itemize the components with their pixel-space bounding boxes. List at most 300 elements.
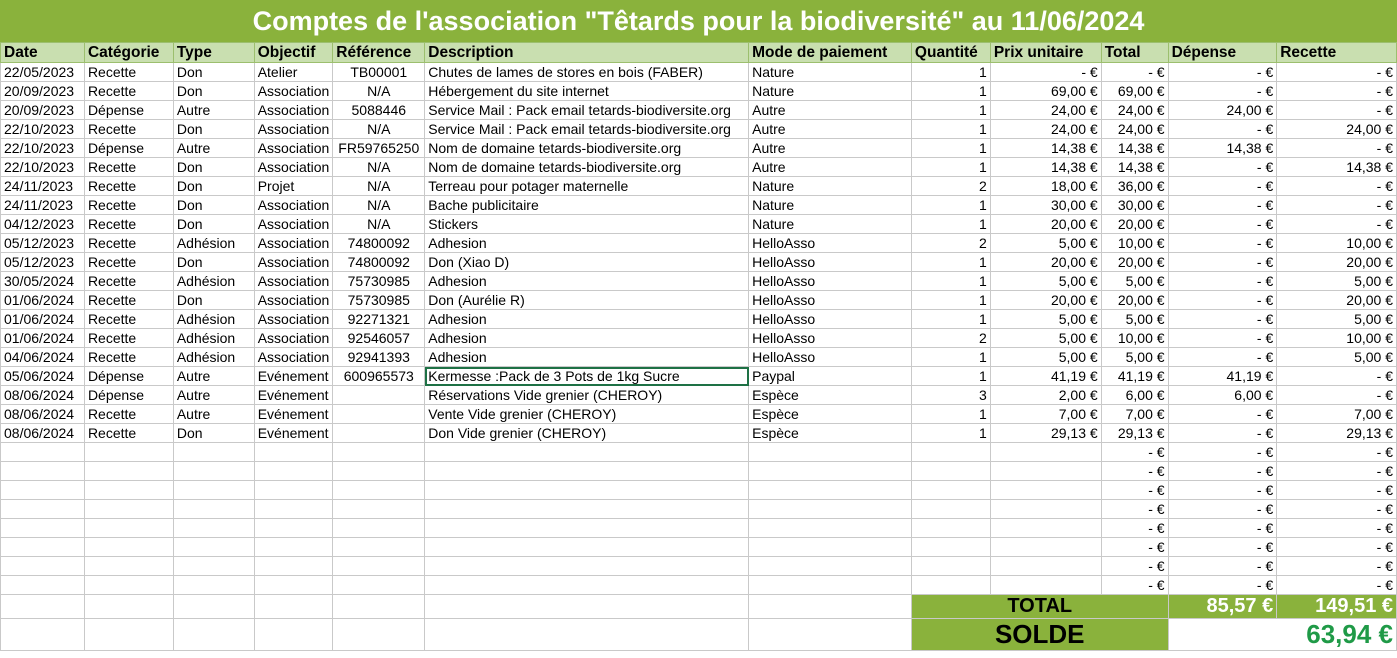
table-cell[interactable]: 10,00 €: [1277, 329, 1397, 348]
table-cell[interactable]: FR59765250: [333, 139, 425, 158]
table-cell[interactable]: 10,00 €: [1101, 329, 1168, 348]
table-cell[interactable]: [173, 557, 254, 576]
table-cell[interactable]: [425, 443, 749, 462]
table-cell[interactable]: 5,00 €: [990, 310, 1101, 329]
total-label[interactable]: TOTAL: [911, 595, 1168, 619]
table-cell[interactable]: - €: [1101, 63, 1168, 82]
column-header[interactable]: Recette: [1277, 43, 1397, 63]
solde-label[interactable]: SOLDE: [911, 619, 1168, 651]
table-cell[interactable]: [173, 500, 254, 519]
table-cell[interactable]: [333, 538, 425, 557]
table-cell[interactable]: - €: [1168, 158, 1277, 177]
table-cell[interactable]: [333, 386, 425, 405]
table-cell[interactable]: N/A: [333, 196, 425, 215]
table-cell[interactable]: Association: [254, 253, 333, 272]
table-cell[interactable]: 22/10/2023: [1, 139, 85, 158]
empty-cell[interactable]: [173, 619, 254, 651]
table-cell[interactable]: Evénement: [254, 405, 333, 424]
table-cell[interactable]: [425, 519, 749, 538]
table-cell[interactable]: [84, 576, 173, 595]
table-cell[interactable]: [173, 462, 254, 481]
table-cell[interactable]: [254, 557, 333, 576]
table-cell[interactable]: Association: [254, 101, 333, 120]
table-cell[interactable]: - €: [1168, 196, 1277, 215]
table-cell[interactable]: 20,00 €: [990, 253, 1101, 272]
table-cell[interactable]: 5,00 €: [990, 348, 1101, 367]
table-cell[interactable]: - €: [1277, 481, 1397, 500]
table-cell[interactable]: 08/06/2024: [1, 405, 85, 424]
table-cell[interactable]: [84, 443, 173, 462]
table-cell[interactable]: - €: [1168, 519, 1277, 538]
table-cell[interactable]: Evénement: [254, 367, 333, 386]
table-cell[interactable]: HelloAsso: [749, 329, 912, 348]
table-cell[interactable]: 20,00 €: [1101, 215, 1168, 234]
table-cell[interactable]: Autre: [749, 139, 912, 158]
table-cell[interactable]: [990, 538, 1101, 557]
solde-value[interactable]: 63,94 €: [1168, 619, 1396, 651]
table-cell[interactable]: Association: [254, 196, 333, 215]
column-header[interactable]: Type: [173, 43, 254, 63]
table-cell[interactable]: 600965573: [333, 367, 425, 386]
empty-cell[interactable]: [84, 595, 173, 619]
table-cell[interactable]: - €: [1168, 329, 1277, 348]
table-cell[interactable]: 14,38 €: [1277, 158, 1397, 177]
table-cell[interactable]: - €: [1277, 139, 1397, 158]
table-cell[interactable]: Réservations Vide grenier (CHEROY): [425, 386, 749, 405]
table-cell[interactable]: - €: [1168, 291, 1277, 310]
table-cell[interactable]: [173, 481, 254, 500]
table-cell[interactable]: Association: [254, 139, 333, 158]
table-cell[interactable]: Nature: [749, 82, 912, 101]
table-cell[interactable]: [749, 538, 912, 557]
table-cell[interactable]: - €: [1101, 538, 1168, 557]
table-cell[interactable]: 22/10/2023: [1, 158, 85, 177]
table-cell[interactable]: 24/11/2023: [1, 177, 85, 196]
table-cell[interactable]: 08/06/2024: [1, 386, 85, 405]
table-cell[interactable]: 14,38 €: [990, 139, 1101, 158]
table-cell[interactable]: 75730985: [333, 291, 425, 310]
column-header[interactable]: Date: [1, 43, 85, 63]
table-cell[interactable]: [990, 443, 1101, 462]
table-cell[interactable]: Dépense: [84, 386, 173, 405]
table-cell[interactable]: [84, 519, 173, 538]
table-cell[interactable]: Adhesion: [425, 348, 749, 367]
table-cell[interactable]: [173, 443, 254, 462]
table-cell[interactable]: 7,00 €: [1277, 405, 1397, 424]
table-cell[interactable]: [84, 481, 173, 500]
table-cell[interactable]: 41,19 €: [990, 367, 1101, 386]
table-cell[interactable]: - €: [1277, 500, 1397, 519]
table-cell[interactable]: Adhesion: [425, 272, 749, 291]
table-cell[interactable]: Autre: [173, 405, 254, 424]
table-cell[interactable]: Recette: [84, 348, 173, 367]
table-cell[interactable]: Association: [254, 82, 333, 101]
table-cell[interactable]: Atelier: [254, 63, 333, 82]
table-cell[interactable]: Recette: [84, 120, 173, 139]
table-cell[interactable]: Recette: [84, 253, 173, 272]
table-cell[interactable]: 5088446: [333, 101, 425, 120]
table-cell[interactable]: 24,00 €: [1277, 120, 1397, 139]
table-cell[interactable]: Paypal: [749, 367, 912, 386]
table-cell[interactable]: [333, 557, 425, 576]
table-cell[interactable]: 05/12/2023: [1, 253, 85, 272]
table-cell[interactable]: 2: [911, 329, 990, 348]
table-cell[interactable]: 14,38 €: [1168, 139, 1277, 158]
table-cell[interactable]: 1: [911, 196, 990, 215]
table-cell[interactable]: - €: [1277, 101, 1397, 120]
table-cell[interactable]: 3: [911, 386, 990, 405]
table-cell[interactable]: - €: [1101, 481, 1168, 500]
table-cell[interactable]: 01/06/2024: [1, 291, 85, 310]
table-cell[interactable]: Recette: [84, 405, 173, 424]
table-cell[interactable]: [84, 538, 173, 557]
table-cell[interactable]: - €: [1168, 120, 1277, 139]
table-cell[interactable]: 10,00 €: [1101, 234, 1168, 253]
table-cell[interactable]: 20,00 €: [1277, 291, 1397, 310]
table-cell[interactable]: Adhésion: [173, 234, 254, 253]
table-cell[interactable]: - €: [1168, 462, 1277, 481]
table-cell[interactable]: 41,19 €: [1101, 367, 1168, 386]
table-cell[interactable]: [990, 500, 1101, 519]
table-cell[interactable]: 04/06/2024: [1, 348, 85, 367]
empty-cell[interactable]: [749, 595, 912, 619]
table-cell[interactable]: Dépense: [84, 139, 173, 158]
table-cell[interactable]: Espèce: [749, 405, 912, 424]
table-cell[interactable]: [254, 519, 333, 538]
table-cell[interactable]: [254, 462, 333, 481]
table-cell[interactable]: 30,00 €: [990, 196, 1101, 215]
table-cell[interactable]: N/A: [333, 158, 425, 177]
table-cell[interactable]: Recette: [84, 272, 173, 291]
empty-cell[interactable]: [333, 595, 425, 619]
table-cell[interactable]: 1: [911, 139, 990, 158]
table-cell[interactable]: 41,19 €: [1168, 367, 1277, 386]
table-cell[interactable]: [173, 538, 254, 557]
table-cell[interactable]: 20,00 €: [1101, 291, 1168, 310]
table-cell[interactable]: Recette: [84, 234, 173, 253]
table-cell[interactable]: [333, 519, 425, 538]
table-cell[interactable]: 10,00 €: [1277, 234, 1397, 253]
column-header[interactable]: Prix unitaire: [990, 43, 1101, 63]
table-cell[interactable]: Don Vide grenier (CHEROY): [425, 424, 749, 443]
table-cell[interactable]: [911, 500, 990, 519]
table-cell[interactable]: 20,00 €: [1101, 253, 1168, 272]
table-cell[interactable]: 22/05/2023: [1, 63, 85, 82]
table-cell[interactable]: [254, 576, 333, 595]
table-cell[interactable]: [749, 576, 912, 595]
table-cell[interactable]: - €: [1168, 424, 1277, 443]
table-cell[interactable]: 30/05/2024: [1, 272, 85, 291]
table-cell[interactable]: Autre: [749, 120, 912, 139]
table-cell[interactable]: Association: [254, 310, 333, 329]
table-cell[interactable]: Recette: [84, 291, 173, 310]
table-cell[interactable]: [173, 519, 254, 538]
table-cell[interactable]: [749, 500, 912, 519]
table-cell[interactable]: Don (Aurélie R): [425, 291, 749, 310]
table-cell[interactable]: 01/06/2024: [1, 310, 85, 329]
table-cell[interactable]: - €: [1168, 63, 1277, 82]
table-cell[interactable]: 7,00 €: [1101, 405, 1168, 424]
table-cell[interactable]: 24,00 €: [1101, 101, 1168, 120]
empty-cell[interactable]: [254, 595, 333, 619]
table-cell[interactable]: Association: [254, 329, 333, 348]
table-cell[interactable]: [254, 538, 333, 557]
table-cell[interactable]: 1: [911, 405, 990, 424]
table-cell[interactable]: - €: [1168, 538, 1277, 557]
table-cell[interactable]: 74800092: [333, 234, 425, 253]
column-header[interactable]: Objectif: [254, 43, 333, 63]
empty-cell[interactable]: [1, 619, 85, 651]
empty-cell[interactable]: [173, 595, 254, 619]
table-cell[interactable]: [254, 500, 333, 519]
table-cell[interactable]: [425, 557, 749, 576]
table-cell[interactable]: Nature: [749, 196, 912, 215]
table-cell[interactable]: Don: [173, 158, 254, 177]
table-cell[interactable]: 24/11/2023: [1, 196, 85, 215]
table-cell[interactable]: Projet: [254, 177, 333, 196]
table-cell[interactable]: Autre: [173, 101, 254, 120]
table-cell[interactable]: [749, 443, 912, 462]
table-cell[interactable]: [911, 443, 990, 462]
table-cell[interactable]: [990, 576, 1101, 595]
table-cell[interactable]: 29,13 €: [990, 424, 1101, 443]
empty-cell[interactable]: [425, 595, 749, 619]
table-cell[interactable]: Vente Vide grenier (CHEROY): [425, 405, 749, 424]
table-cell[interactable]: [333, 443, 425, 462]
table-cell[interactable]: 18,00 €: [990, 177, 1101, 196]
table-cell[interactable]: 92271321: [333, 310, 425, 329]
table-cell[interactable]: - €: [1168, 253, 1277, 272]
table-cell[interactable]: Chutes de lames de stores en bois (FABER): [425, 63, 749, 82]
table-cell[interactable]: Adhésion: [173, 329, 254, 348]
table-cell[interactable]: Autre: [749, 101, 912, 120]
table-cell[interactable]: 5,00 €: [990, 234, 1101, 253]
table-cell[interactable]: [1, 519, 85, 538]
table-cell[interactable]: [1, 500, 85, 519]
table-cell[interactable]: [1, 443, 85, 462]
empty-cell[interactable]: [1, 595, 85, 619]
table-cell[interactable]: 14,38 €: [990, 158, 1101, 177]
table-cell[interactable]: - €: [1168, 272, 1277, 291]
table-cell[interactable]: - €: [990, 63, 1101, 82]
table-cell[interactable]: [1, 481, 85, 500]
table-cell[interactable]: HelloAsso: [749, 234, 912, 253]
table-cell[interactable]: - €: [1168, 82, 1277, 101]
table-cell[interactable]: [84, 462, 173, 481]
table-cell[interactable]: Evénement: [254, 386, 333, 405]
table-cell[interactable]: 69,00 €: [990, 82, 1101, 101]
table-cell[interactable]: 29,13 €: [1101, 424, 1168, 443]
empty-cell[interactable]: [84, 619, 173, 651]
table-cell[interactable]: 1: [911, 291, 990, 310]
table-cell[interactable]: [425, 576, 749, 595]
table-cell[interactable]: 1: [911, 424, 990, 443]
table-cell[interactable]: Nature: [749, 215, 912, 234]
table-cell[interactable]: [254, 443, 333, 462]
total-depense[interactable]: 85,57 €: [1168, 595, 1277, 619]
column-header[interactable]: Catégorie: [84, 43, 173, 63]
column-header[interactable]: Référence: [333, 43, 425, 63]
table-cell[interactable]: 69,00 €: [1101, 82, 1168, 101]
table-cell[interactable]: [333, 576, 425, 595]
table-cell[interactable]: Autre: [173, 139, 254, 158]
table-cell[interactable]: Adhésion: [173, 272, 254, 291]
table-cell[interactable]: [333, 405, 425, 424]
table-cell[interactable]: Nom de domaine tetards-biodiversite.org: [425, 139, 749, 158]
table-cell[interactable]: N/A: [333, 215, 425, 234]
table-cell[interactable]: 5,00 €: [1101, 272, 1168, 291]
table-cell[interactable]: Don: [173, 63, 254, 82]
table-cell[interactable]: HelloAsso: [749, 253, 912, 272]
table-cell[interactable]: - €: [1101, 462, 1168, 481]
table-cell[interactable]: Service Mail : Pack email tetards-biodiversite.org: [425, 120, 749, 139]
table-cell[interactable]: 29,13 €: [1277, 424, 1397, 443]
table-cell[interactable]: 1: [911, 348, 990, 367]
table-cell[interactable]: Espèce: [749, 424, 912, 443]
table-cell[interactable]: - €: [1277, 443, 1397, 462]
table-cell[interactable]: 1: [911, 82, 990, 101]
table-cell[interactable]: Autre: [173, 367, 254, 386]
table-cell[interactable]: [1, 576, 85, 595]
table-cell[interactable]: Dépense: [84, 367, 173, 386]
table-cell[interactable]: [911, 462, 990, 481]
table-cell[interactable]: [333, 424, 425, 443]
table-cell[interactable]: - €: [1277, 367, 1397, 386]
table-cell[interactable]: Don: [173, 196, 254, 215]
column-header[interactable]: Description: [425, 43, 749, 63]
table-cell[interactable]: Recette: [84, 310, 173, 329]
table-cell[interactable]: [333, 500, 425, 519]
table-cell[interactable]: N/A: [333, 82, 425, 101]
table-cell[interactable]: [425, 500, 749, 519]
table-cell[interactable]: 22/10/2023: [1, 120, 85, 139]
table-cell[interactable]: [1, 538, 85, 557]
table-cell[interactable]: Don: [173, 291, 254, 310]
table-cell[interactable]: [254, 481, 333, 500]
table-cell[interactable]: [333, 462, 425, 481]
table-cell[interactable]: - €: [1168, 234, 1277, 253]
table-cell[interactable]: Recette: [84, 215, 173, 234]
table-cell[interactable]: [425, 538, 749, 557]
table-cell[interactable]: Adhesion: [425, 310, 749, 329]
table-cell[interactable]: Recette: [84, 424, 173, 443]
table-cell[interactable]: 24,00 €: [1101, 120, 1168, 139]
table-cell[interactable]: 24,00 €: [990, 101, 1101, 120]
empty-cell[interactable]: [749, 619, 912, 651]
table-cell[interactable]: - €: [1277, 215, 1397, 234]
table-cell[interactable]: Association: [254, 120, 333, 139]
table-cell[interactable]: Recette: [84, 196, 173, 215]
table-cell[interactable]: [990, 462, 1101, 481]
table-cell[interactable]: 1: [911, 101, 990, 120]
table-cell[interactable]: Association: [254, 291, 333, 310]
table-cell[interactable]: 05/12/2023: [1, 234, 85, 253]
table-cell[interactable]: 04/12/2023: [1, 215, 85, 234]
total-recette[interactable]: 149,51 €: [1277, 595, 1397, 619]
table-cell[interactable]: Bache publicitaire: [425, 196, 749, 215]
table-cell[interactable]: [911, 538, 990, 557]
table-cell[interactable]: [911, 576, 990, 595]
table-cell[interactable]: 24,00 €: [990, 120, 1101, 139]
table-cell[interactable]: Don: [173, 253, 254, 272]
empty-cell[interactable]: [333, 619, 425, 651]
table-cell[interactable]: 7,00 €: [990, 405, 1101, 424]
table-cell[interactable]: 2: [911, 177, 990, 196]
table-cell[interactable]: N/A: [333, 120, 425, 139]
table-cell[interactable]: - €: [1168, 215, 1277, 234]
table-cell[interactable]: Recette: [84, 329, 173, 348]
table-cell[interactable]: [84, 557, 173, 576]
table-cell[interactable]: Association: [254, 234, 333, 253]
table-cell[interactable]: 6,00 €: [1168, 386, 1277, 405]
table-cell[interactable]: - €: [1168, 557, 1277, 576]
table-cell[interactable]: 6,00 €: [1101, 386, 1168, 405]
column-header[interactable]: Total: [1101, 43, 1168, 63]
table-cell[interactable]: [911, 481, 990, 500]
table-cell[interactable]: Recette: [84, 177, 173, 196]
table-cell[interactable]: - €: [1101, 519, 1168, 538]
table-cell[interactable]: 5,00 €: [1277, 310, 1397, 329]
table-cell[interactable]: Stickers: [425, 215, 749, 234]
table-cell[interactable]: - €: [1101, 500, 1168, 519]
table-cell[interactable]: - €: [1168, 348, 1277, 367]
table-cell[interactable]: - €: [1168, 443, 1277, 462]
table-cell[interactable]: [911, 557, 990, 576]
table-cell[interactable]: 1: [911, 158, 990, 177]
table-cell[interactable]: - €: [1101, 576, 1168, 595]
table-cell[interactable]: 2,00 €: [990, 386, 1101, 405]
table-cell[interactable]: 24,00 €: [1168, 101, 1277, 120]
table-cell[interactable]: - €: [1277, 386, 1397, 405]
table-cell[interactable]: 20,00 €: [1277, 253, 1397, 272]
table-cell[interactable]: [1, 557, 85, 576]
table-cell[interactable]: - €: [1277, 557, 1397, 576]
table-cell[interactable]: Autre: [173, 386, 254, 405]
table-cell[interactable]: - €: [1277, 82, 1397, 101]
table-cell[interactable]: [990, 557, 1101, 576]
table-cell[interactable]: 74800092: [333, 253, 425, 272]
table-cell[interactable]: 20,00 €: [990, 291, 1101, 310]
table-cell[interactable]: - €: [1277, 63, 1397, 82]
table-cell[interactable]: 1: [911, 272, 990, 291]
table-cell[interactable]: 5,00 €: [1277, 348, 1397, 367]
table-cell[interactable]: 14,38 €: [1101, 158, 1168, 177]
table-cell[interactable]: Recette: [84, 63, 173, 82]
table-cell[interactable]: Don: [173, 215, 254, 234]
table-cell[interactable]: Espèce: [749, 386, 912, 405]
table-cell[interactable]: 1: [911, 120, 990, 139]
table-cell[interactable]: [749, 462, 912, 481]
table-cell[interactable]: Nom de domaine tetards-biodiversite.org: [425, 158, 749, 177]
table-cell[interactable]: [425, 462, 749, 481]
table-cell[interactable]: [749, 481, 912, 500]
table-cell[interactable]: Adhésion: [173, 310, 254, 329]
table-cell[interactable]: 05/06/2024: [1, 367, 85, 386]
table-cell[interactable]: 1: [911, 253, 990, 272]
table-cell[interactable]: N/A: [333, 177, 425, 196]
table-cell[interactable]: - €: [1277, 538, 1397, 557]
table-cell[interactable]: - €: [1277, 519, 1397, 538]
table-cell[interactable]: 92546057: [333, 329, 425, 348]
table-cell[interactable]: Association: [254, 158, 333, 177]
table-cell[interactable]: Terreau pour potager maternelle: [425, 177, 749, 196]
table-cell[interactable]: Evénement: [254, 424, 333, 443]
table-cell[interactable]: Don (Xiao D): [425, 253, 749, 272]
table-cell[interactable]: Nature: [749, 63, 912, 82]
table-cell[interactable]: 1: [911, 310, 990, 329]
table-cell[interactable]: 20,00 €: [990, 215, 1101, 234]
table-cell[interactable]: 5,00 €: [990, 329, 1101, 348]
